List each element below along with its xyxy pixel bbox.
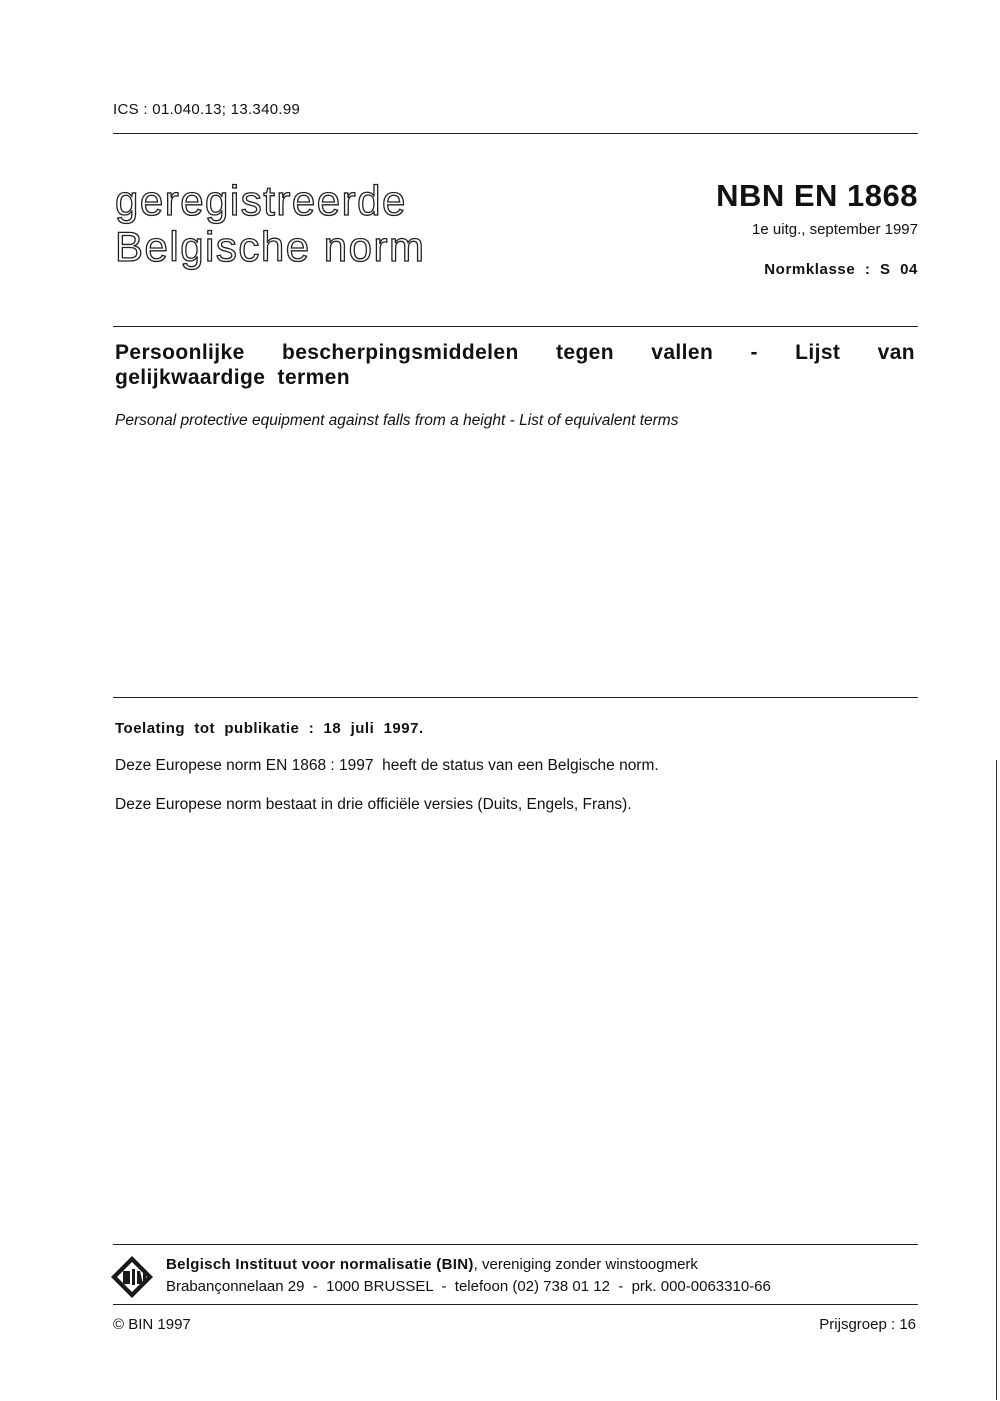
approval-heading: Toelating tot publikatie : 18 juli 1997. (115, 720, 424, 737)
institute-name: Belgisch Instituut voor normalisatie (BIN) (166, 1256, 474, 1273)
norm-class: Normklasse : S 04 (764, 261, 918, 278)
header-divider (113, 133, 918, 134)
brand-title-line1: geregistreerde (115, 177, 407, 224)
price-group: Prijsgroep : 16 (819, 1316, 916, 1333)
brand-title-line2: Belgische norm (115, 223, 426, 270)
footer-divider (113, 1244, 918, 1245)
title-divider (113, 326, 918, 327)
institute-description: , vereniging zonder winstoogmerk (473, 1256, 698, 1273)
status-paragraph: Deze Europese norm EN 1868 : 1997 heeft de status van een Belgische norm. (115, 757, 659, 774)
institute-address: Brabançonnelaan 29 - 1000 BRUSSEL - telefoon (02) 738 01 12 - prk. 000-0063310-66 (166, 1278, 771, 1295)
ics-code: ICS : 01.040.13; 13.340.99 (113, 101, 301, 118)
title-english: Personal protective equipment against falls from a height - List of equivalent terms (115, 412, 679, 429)
standard-number: NBN EN 1868 (716, 178, 918, 213)
edition-label: 1e uitg., september 1997 (752, 221, 918, 238)
bin-logo-icon (110, 1255, 154, 1299)
institute-line (166, 1256, 698, 1273)
scan-edge-line (996, 760, 997, 1400)
approval-divider (113, 697, 918, 698)
copyright: © BIN 1997 (113, 1316, 191, 1333)
bottom-divider (113, 1304, 918, 1305)
versions-paragraph: Deze Europese norm bestaat in drie officiële versies (Duits, Engels, Frans). (115, 796, 632, 813)
title-dutch: Persoonlijke bescherpingsmiddelen tegen vallen - Lijst van gelijkwaardige termen (115, 341, 915, 389)
